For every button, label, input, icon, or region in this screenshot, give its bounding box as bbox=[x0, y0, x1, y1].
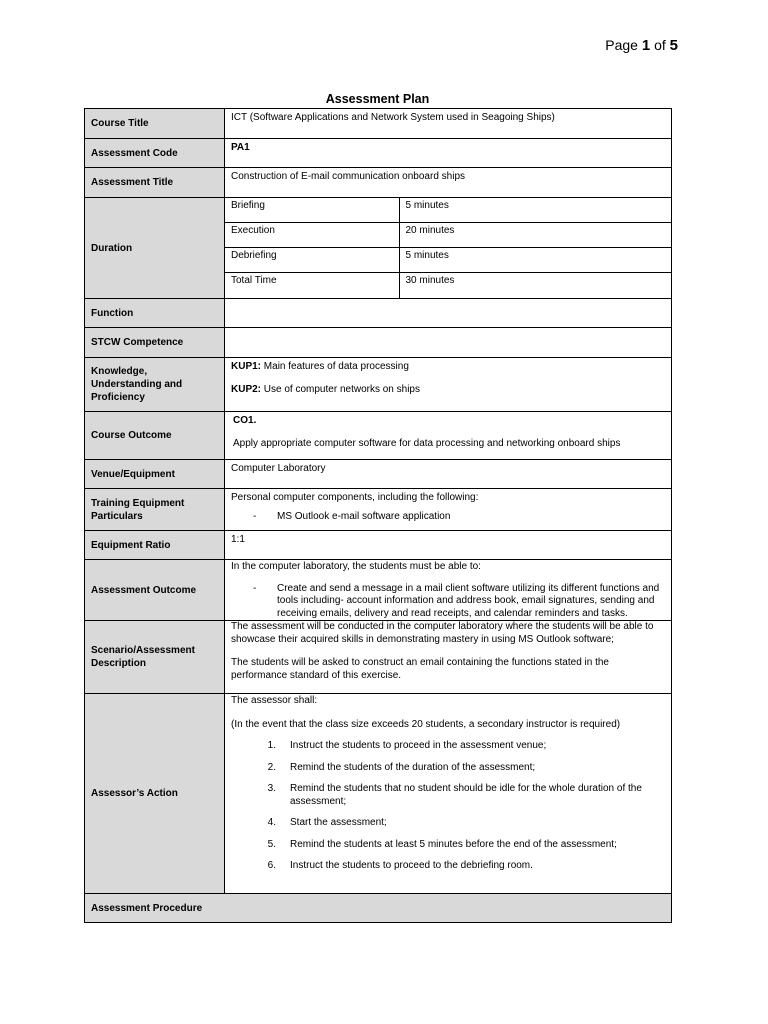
assessment-plan-table bbox=[84, 108, 672, 923]
duration-item-name: Execution bbox=[225, 223, 399, 248]
list-item bbox=[231, 860, 665, 873]
list-item bbox=[231, 762, 665, 775]
step-number: 6. bbox=[267, 860, 276, 871]
step-text: Remind the students at least 5 minutes before the end of the assessment; bbox=[290, 838, 617, 850]
step-text: Instruct the students to proceed in the assessment venue; bbox=[290, 740, 547, 751]
assessment-procedure-label: Assessment Procedure bbox=[85, 894, 672, 923]
kup2-text: Use of computer networks on ships bbox=[263, 383, 420, 395]
course-title-value: ICT (Software Applications and Network System used in Seagoing Ships) bbox=[225, 109, 672, 139]
assessment-title-value: Construction of E-mail communication onboard ships bbox=[225, 168, 672, 198]
kup2-code: KUP2: bbox=[231, 383, 262, 395]
step-text: Instruct the students to proceed to the debriefing room. bbox=[290, 860, 533, 871]
row-equipment-ratio bbox=[85, 531, 672, 560]
duration-item-name: Briefing bbox=[225, 198, 399, 223]
row-course-title bbox=[85, 109, 672, 139]
row-stcw-competence bbox=[85, 328, 672, 358]
document-title: Assessment Plan bbox=[325, 92, 430, 106]
duration-row bbox=[225, 273, 671, 299]
list-item bbox=[231, 740, 665, 753]
step-text: Remind the students that no student should be idle for the whole duration of the assessment; bbox=[290, 783, 642, 807]
kup1-code: KUP1: bbox=[231, 361, 262, 372]
function-label: Function bbox=[85, 299, 225, 328]
page-number bbox=[605, 37, 678, 54]
step-number: 3. bbox=[267, 783, 276, 794]
row-assessment-procedure bbox=[85, 894, 672, 923]
course-outcome-code-line: CO1. bbox=[233, 415, 257, 426]
kup1-text: Main features of data processing bbox=[263, 361, 409, 372]
assessment-outcome-label: Assessment Outcome bbox=[85, 560, 225, 621]
stcw-competence-value bbox=[225, 328, 672, 358]
row-training-equipment bbox=[85, 489, 672, 531]
step-text: Start the assessment; bbox=[290, 817, 387, 828]
venue-label: Venue/Equipment bbox=[85, 460, 225, 489]
row-function bbox=[85, 299, 672, 328]
row-kup bbox=[85, 358, 672, 412]
dash-bullet: - bbox=[253, 510, 257, 522]
step-text: Remind the students of the duration of the assessment; bbox=[290, 761, 536, 773]
duration-item-time: 30 minutes bbox=[405, 275, 455, 286]
duration-item-name: Total Time bbox=[225, 273, 399, 299]
page-total: 5 bbox=[669, 37, 678, 54]
list-item bbox=[231, 783, 665, 808]
duration-row bbox=[225, 248, 671, 273]
step-number: 5. bbox=[267, 838, 276, 850]
assessor-action-steps bbox=[231, 740, 665, 873]
row-assessment-code bbox=[85, 139, 672, 168]
duration-row bbox=[225, 223, 671, 248]
assessor-action-note: (In the event that the class size exceeds 20 students, a secondary instructor is required) bbox=[231, 718, 621, 730]
row-scenario bbox=[85, 621, 672, 694]
function-value bbox=[225, 299, 672, 328]
row-duration bbox=[85, 198, 672, 299]
scenario-para-1: The assessment will be conducted in the computer laboratory where the students will be able to showcase their acquired skills in demonstrating mastery in using MS Outlook software; bbox=[231, 621, 654, 645]
assessment-outcome-bullet bbox=[231, 583, 665, 621]
duration-row bbox=[225, 198, 671, 223]
list-item bbox=[231, 839, 665, 852]
step-number: 1. bbox=[267, 740, 276, 751]
course-outcome-code: CO1 bbox=[233, 415, 254, 426]
venue-value: Computer Laboratory bbox=[225, 460, 672, 489]
equipment-ratio-label: Equipment Ratio bbox=[85, 531, 225, 560]
duration-item-time: 5 minutes bbox=[399, 248, 671, 273]
scenario-para-2: The students will be asked to construct an email containing the functions stated in the performance standard of this exercise. bbox=[231, 657, 609, 681]
equipment-ratio-value: 1:1 bbox=[225, 531, 672, 560]
duration-label: Duration bbox=[85, 198, 225, 299]
step-number: 2. bbox=[267, 761, 276, 773]
assessment-code-value: PA1 bbox=[225, 139, 672, 168]
scenario-label: Scenario/Assessment Description bbox=[85, 621, 225, 694]
course-outcome-label: Course Outcome bbox=[85, 412, 225, 460]
duration-item-name: Debriefing bbox=[225, 248, 399, 273]
kup2-line bbox=[231, 384, 665, 397]
kup1-line bbox=[231, 361, 665, 374]
course-outcome-text: Apply appropriate computer software for data processing and networking onboard ships bbox=[233, 437, 621, 449]
assessment-code-label: Assessment Code bbox=[85, 139, 225, 168]
stcw-competence-label: STCW Competence bbox=[85, 328, 225, 358]
training-equipment-intro: Personal computer components, including the following: bbox=[231, 492, 479, 503]
row-assessment-title bbox=[85, 168, 672, 198]
assessment-outcome-intro: In the computer laboratory, the students must be able to: bbox=[231, 561, 481, 572]
row-assessor-action bbox=[85, 694, 672, 894]
training-equipment-label: Training Equipment Particulars bbox=[85, 489, 225, 531]
training-equipment-bullet-text: MS Outlook e-mail software application bbox=[277, 510, 451, 522]
kup-label: Knowledge, Understanding and Proficiency bbox=[85, 358, 225, 412]
duration-table bbox=[225, 198, 671, 298]
step-number: 4. bbox=[267, 817, 276, 828]
row-course-outcome bbox=[85, 412, 672, 460]
row-assessment-outcome bbox=[85, 560, 672, 621]
page-label: Page bbox=[605, 37, 638, 53]
list-item bbox=[231, 817, 665, 830]
dash-bullet: - bbox=[253, 582, 257, 594]
assessment-outcome-bullet-text: Create and send a message in a mail client software utilizing its different functions and tools including- account information and address book, email signatures, sending and receiving emails, delivery and read receipts, and calendar reminders and tasks. bbox=[277, 582, 660, 619]
page-current: 1 bbox=[641, 37, 651, 54]
assessor-action-label: Assessor’s Action bbox=[85, 694, 225, 894]
row-venue bbox=[85, 460, 672, 489]
assessor-action-intro: The assessor shall: bbox=[231, 695, 318, 706]
assessment-title-label: Assessment Title bbox=[85, 168, 225, 198]
training-equipment-bullet bbox=[231, 511, 665, 524]
course-title-label: Course Title bbox=[85, 109, 225, 139]
duration-item-time: 20 minutes bbox=[399, 223, 671, 248]
duration-item-time: 5 minutes bbox=[399, 198, 671, 223]
page-of: of bbox=[654, 37, 666, 53]
